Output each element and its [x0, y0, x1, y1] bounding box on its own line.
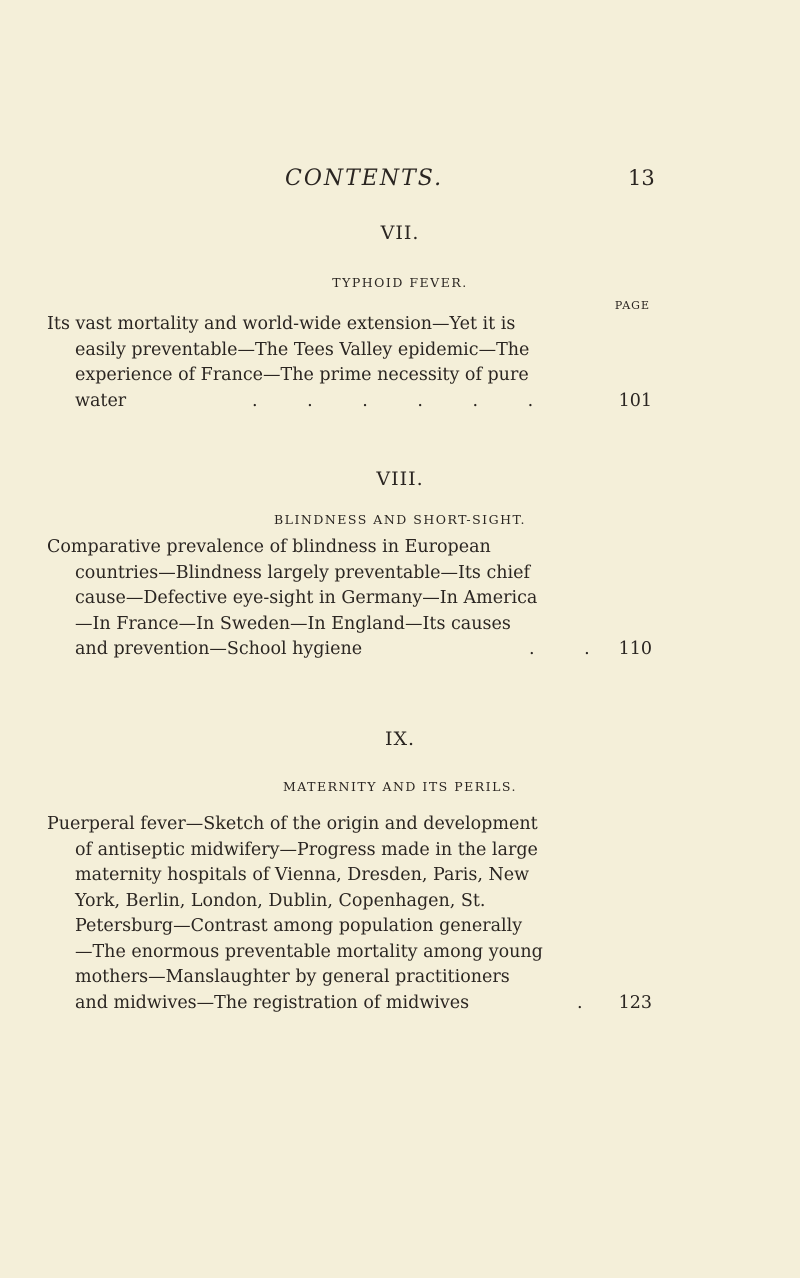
summary-line-text: and midwives—The registration of midwives [75, 992, 470, 1013]
summary-line: Comparative prevalence of blindness in European [47, 537, 491, 557]
summary-line: countries—Blindness largely preventable—Its chief [75, 562, 530, 583]
summary-line: Puerperal fever—Sketch of the origin and development [47, 814, 538, 834]
summary-line: mothers—Manslaughter by general practitioners [75, 967, 510, 987]
summary-line-text: water [75, 390, 127, 411]
page-number: 13 [628, 166, 655, 190]
chapter-numeral: VII. [380, 222, 420, 244]
summary-line: experience of France—The prime necessity of pure [75, 365, 529, 385]
page-reference: 123 [618, 992, 652, 1013]
running-head [0, 166, 800, 196]
running-title: CONTENTS. [285, 166, 444, 191]
summary-line-last [47, 389, 652, 415]
summary-line: —The enormous preventable mortality among young [75, 941, 543, 962]
summary-line-text: and prevention—School hygiene [75, 639, 363, 659]
chapter-summary [47, 535, 652, 663]
page-reference: 110 [618, 639, 652, 659]
summary-line: maternity hospitals of Vienna, Dresden, Paris, New [75, 865, 530, 885]
chapter-summary [47, 812, 652, 1016]
chapter-title: BLINDNESS AND SHORT-SIGHT. [273, 512, 526, 527]
summary-line: cause—Defective eye-sight in Germany—In America [75, 588, 538, 608]
chapter-summary [47, 312, 652, 414]
page-reference: 101 [618, 390, 652, 411]
summary-line-last [47, 991, 652, 1017]
summary-line: of antiseptic midwifery—Progress made in the large [75, 839, 538, 860]
dot-leaders: . . [529, 639, 612, 659]
chapter-title: TYPHOID FEVER. [332, 275, 468, 290]
summary-line: Its vast mortality and world-wide extension—Yet it is [47, 314, 516, 334]
chapter-title: MATERNITY AND ITS PERILS. [282, 779, 517, 794]
summary-line: York, Berlin, London, Dublin, Copenhagen, St. [75, 890, 486, 911]
dot-leaders: . [577, 992, 605, 1013]
dot-leaders: . . . . . . [252, 390, 556, 411]
summary-line-last [47, 637, 652, 663]
summary-line: Petersburg—Contrast among population generally [75, 916, 523, 936]
chapter-numeral: IX. [384, 728, 416, 750]
summary-line: —In France—In Sweden—In England—Its causes [75, 613, 511, 634]
summary-line: easily preventable—The Tees Valley epidemic—The [75, 339, 530, 360]
page-column-label: PAGE [614, 299, 650, 312]
chapter-numeral: VIII. [376, 468, 424, 490]
